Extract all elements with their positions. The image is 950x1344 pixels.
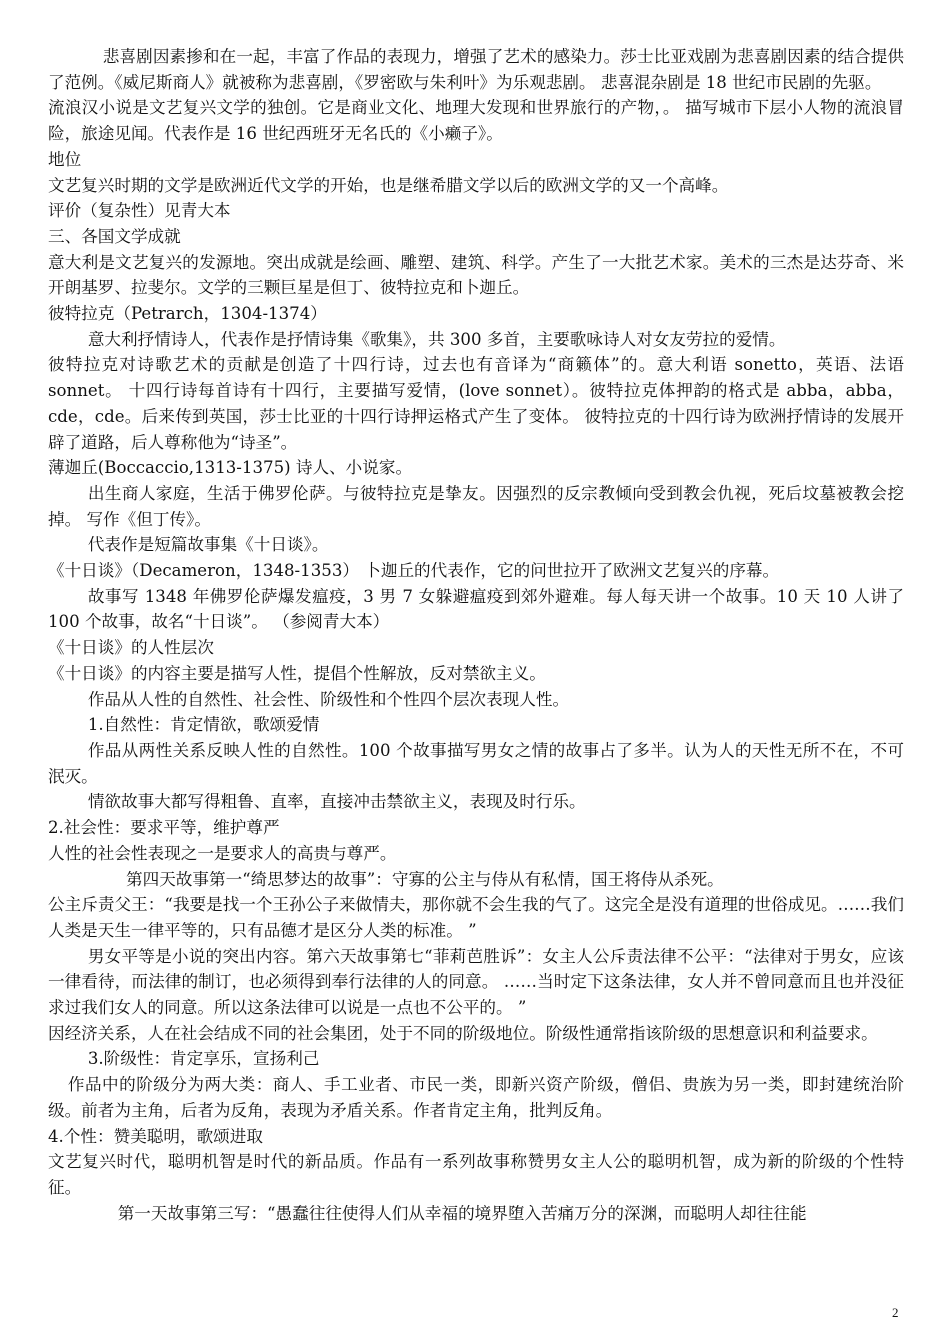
paragraph: 作品中的阶级分为两大类：商人、手工业者、市民一类，即新兴资产阶级，僧侣、贵族为另一类，即封建统治阶级。前者为主角，后者为反角，表现为矛盾关系。作者肯定主角，批判反角。 [48,1075,904,1120]
paragraph: 薄迦丘(Boccaccio,1313-1375) 诗人、小说家。 [48,458,413,478]
paragraph: 《十日谈》（Decameron，1348-1353） 卜迦丘的代表作，它的问世拉开了欧洲文艺复兴的序幕。 [48,561,780,581]
paragraph: 《十日谈》的内容主要是描写人性，提倡个性解放，反对禁欲主义。 [48,663,546,683]
paragraph: 意大利抒情诗人，代表作是抒情诗集《歌集》，共 300 多首，主要歌咏诗人对女友劳拉的爱情。 [87,329,786,349]
paragraph: 第四天故事第一“绮思梦达的故事”：守寡的公主与侍从有私情，国王将侍从杀死。 [126,869,724,889]
paragraph: 《十日谈》的人性层次 [48,638,214,658]
paragraph: 作品从两性关系反映人性的自然性。100 个故事描写男女之情的故事占了多半。认为人的天性无所不在，不可泯灭。 [48,740,904,786]
paragraph: 情欲故事大都写得粗鲁、直率，直接冲击禁欲主义，表现及时行乐。 [87,792,586,812]
paragraph: 彼特拉克对诗歌艺术的贡献是创造了十四行诗，过去也有音译为“商籁体”的。意大利语 sonetto，英语、法语 sonnet。 十四行诗每首诗有十四行，主要描写爱情，(love sonnet）。彼特拉克体押韵的格式是 abba，abba，cde，cde。后来传到英国，莎士比亚的十四行诗押运格式产生了变体。 彼特拉克的十四行诗为欧洲抒情诗的发展开辟了道路，后人尊称他为“诗圣”。 [48,355,904,452]
paragraph: 出生商人家庭，生活于佛罗伦萨。与彼特拉克是挚友。因强烈的反宗教倾向受到教会仇视，死后坟墓被教会挖掉。 写作《但丁传》。 [48,483,904,529]
paragraph: 因经济关系，人在社会结成不同的社会集团，处于不同的阶级地位。阶级性通常指该阶级的思想意识和利益要求。 [48,1023,878,1043]
paragraph: 2.社会性：要求平等，维护尊严 [48,818,280,838]
paragraph: 第一天故事第三写：“愚蠢往往使得人们从幸福的境界堕入苦痛万分的深渊，而聪明人却往往能 [117,1203,807,1223]
paragraph: 意大利是文艺复兴的发源地。突出成就是绘画、雕塑、建筑、科学。产生了一大批艺术家。美术的三杰是达芬奇、米开朗基罗、拉斐尔。文学的三颗巨星是但丁、彼特拉克和卜迦丘。 [48,252,904,298]
paragraph: 作品从人性的自然性、社会性、阶级性和个性四个层次表现人性。 [87,689,570,709]
paragraph: 故事写 1348 年佛罗伦萨爆发瘟疫，3 男 7 女躲避瘟疫到郊外避难。每人每天讲一个故事。10 天 10 人讲了 100 个故事，故名“十日谈”。 （参阅青大本） [48,586,904,632]
paragraph: 悲喜剧因素掺和在一起，丰富了作品的表现力，增强了艺术的感染力。莎士比亚戏剧为悲喜剧因素的结合提供了范例。《威尼斯商人》就被称为悲喜剧，《罗密欧与朱利叶》为乐观悲剧。 悲喜混杂剧是 18 世纪市民剧的先驱。 [48,47,904,92]
paragraph: 文艺复兴时期的文学是欧洲近代文学的开始，也是继希腊文学以后的欧洲文学的又一个高峰。 [48,175,729,195]
paragraph: 公主斥责父王：“我要是找一个王孙公子来做情夫，那你就不会生我的气了。这完全是没有道理的世俗成见。……我们人类是天生一律平等的，只有品德才是区分人类的标准。 ” [48,895,904,940]
paragraph: 4.个性：赞美聪明，歌颂进取 [48,1126,263,1146]
paragraph: 评价（复杂性）见青大本 [48,201,231,221]
paragraph: 1.自然性：肯定情欲，歌颂爱情 [87,715,320,735]
document-body [48,44,904,1226]
paragraph: 三、各国文学成就 [48,226,181,246]
page-number: 2 [892,1305,899,1320]
paragraph: 代表作是短篇故事集《十日谈》。 [87,535,329,555]
paragraph: 地位 [48,149,82,169]
paragraph: 彼特拉克（Petrarch，1304-1374） [48,304,327,324]
paragraph: 人性的社会性表现之一是要求人的高贵与尊严。 [48,843,397,863]
paragraph: 流浪汉小说是文艺复兴文学的独创。它是商业文化、地理大发现和世界旅行的产物，。 描写城市下层小人物的流浪冒险，旅途见闻。代表作是 16 世纪西班牙无名氏的《小癞子》。 [48,98,904,144]
paragraph: 文艺复兴时代，聪明机智是时代的新品质。作品有一系列故事称赞男女主人公的聪明机智，成为新的阶级的个性特征。 [48,1152,904,1197]
paragraph: 3.阶级性：肯定享乐，宣扬利己 [87,1049,320,1069]
paragraph: 男女平等是小说的突出内容。第六天故事第七“菲莉芭胜诉”：女主人公斥责法律不公平：“法律对于男女，应该一律看待，而法律的制订，也必须得到奉行法律的人的同意。 ……当时定下这条法律，女人并不曾同意而且也并没征求过我们女人的同意。所以这条法律可以说是一点也不公平的。 ” [48,946,904,1018]
